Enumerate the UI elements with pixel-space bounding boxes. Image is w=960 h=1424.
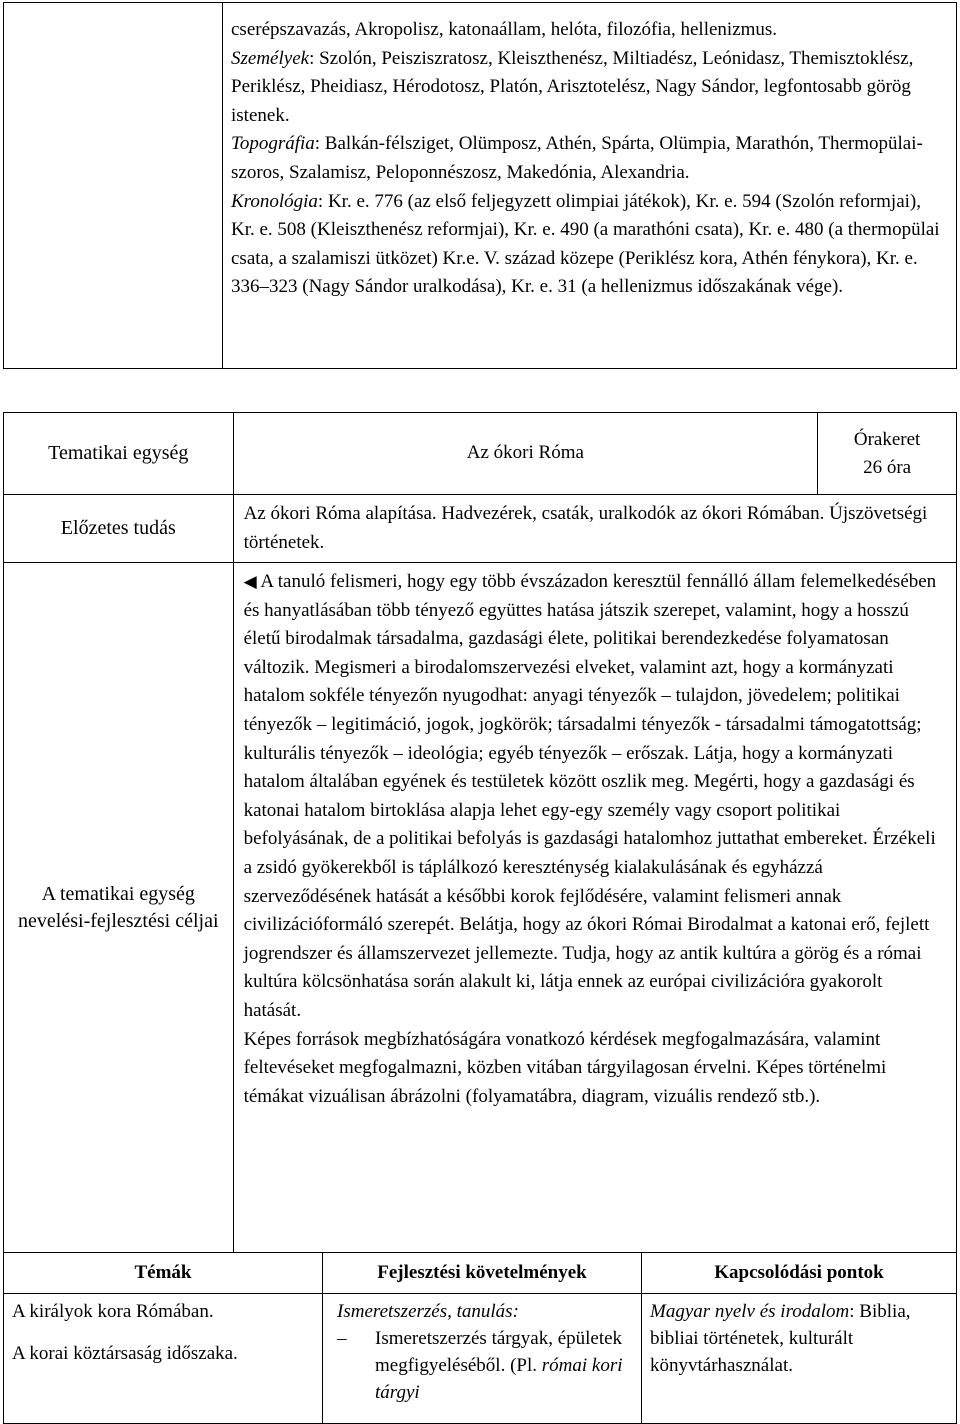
celok-text-1: A tanuló felismeri, hogy egy több évszázadon keresztül fennálló állam felemelkedésében és hanyatlásában több tényező együttes hatása játszik szerepet, valamint, hogy a hosszú életű birodalmak társadalma, gazdasági élete, politikai berendezkedése folyamatosan változik. Megismeri a birodalomszervezési elveket, valamint azt, hogy a kormányzati hatalom sokféle tényezőn nyugodhat: anyagi tényezők – tulajdon, jövedelem; politikai tényezők – legitimáció, jogok, jogkörök; társadalmi tényezők - társadalmi támogatottság; kulturális tényezők – ideológia; egyéb tényezők – erőszak. Látja, hogy a kormányzati hatalom általában egyének és testületek között oszlik meg. Megérti, hogy a gazdasági és katonai hatalom birtoklása alapja lehet egy-egy személy vagy csoport politikai befolyásának, de a politikai befolyás is gazdasági hatalomhoz juttathat embereket. Érzékeli a zsidó gyökerekből is táplálkozó kereszténység kialakulásának és egyházzá szerveződésének hatását a későbbi korok fejlődésére, valamint felismeri annak civilizációformáló szerepét. Belátja, hogy az ókori Római Birodalmat a katonai erő, fejlett jogrendszer és államszervezet jellemezte. Tudja, hogy az antik kultúra a görög és a római kultúra kölcsönhatása során alakult ki, látja ennek az európai civilizációra gyakorolt hatását. bbox=[243, 571, 937, 1021]
top-content-cell bbox=[223, 3, 957, 369]
triangle-left-icon: ◀ bbox=[243, 572, 257, 591]
szemelyek-paragraph bbox=[231, 45, 948, 131]
unit-title-text: Az ókori Róma bbox=[466, 442, 584, 464]
unit-table bbox=[3, 412, 957, 1253]
kovetelmenyek-cell bbox=[323, 1294, 642, 1424]
orakeret-value: 26 óra bbox=[863, 456, 912, 478]
tema-item-1: A királyok kora Rómában. bbox=[12, 1301, 214, 1322]
tematikai-egyseg-label: Tematikai egység bbox=[4, 413, 234, 495]
elozetes-tudas-label: Előzetes tudás bbox=[4, 495, 234, 563]
col-header-kapcsolodasi: Kapcsolódási pontok bbox=[642, 1253, 957, 1294]
kronologia-text: : Kr. e. 776 (az első feljegyzett olimpiai játékok), Kr. e. 594 (Szolón reformjai), Kr. e. 508 (Kleiszthenész reformjai), Kr. e. 490 (a marathóni csata), Kr. e. 480 (a thermopülai csata, a szalamiszi ütközet) Kr.e. V. század közepe (Periklész kora, Athén fénykora), Kr. e. 336–323 (Nagy Sándor uralkodása), Kr. e. 31 (a hellenizmus időszakának vége). bbox=[231, 190, 940, 298]
col-header-kovetelmenyek: Fejlesztési követelmények bbox=[323, 1253, 642, 1294]
unit-title bbox=[233, 413, 818, 495]
kapcs-text: : Biblia, bibliai történetek, kulturált könyvtárhasználat. bbox=[650, 1301, 911, 1376]
top-table bbox=[3, 2, 957, 369]
orakeret-cell bbox=[818, 413, 957, 495]
concepts-line: cserépszavazás, Akropolisz, katonaállam, helóta, filozófia, hellenizmus. bbox=[231, 19, 778, 40]
kov-list-item bbox=[337, 1325, 633, 1406]
kronologia-label: Kronológia bbox=[231, 190, 318, 212]
kapcs-label: Magyar nyelv és irodalom bbox=[650, 1301, 850, 1322]
topics-table bbox=[3, 1252, 957, 1424]
elozetes-tudas-content: Az ókori Róma alapítása. Hadvezérek, csaták, uralkodók az ókori Rómában. Újszövetségi történetek. bbox=[243, 503, 928, 553]
szemelyek-text: : Szolón, Peisziszratosz, Kleiszthenész, Miltiadész, Leónidasz, Themisztoklész, Periklész, Pheidiasz, Hérodotosz, Platón, Arisztotelész, Nagy Sándor, legfontosabb görög istenek. bbox=[231, 47, 914, 126]
orakeret-label: Órakeret bbox=[853, 428, 921, 450]
top-left-cell bbox=[4, 3, 223, 369]
kov-item-main: Ismeretszerzés tárgyak, épületek megfigyeléséből. (Pl. bbox=[375, 1328, 623, 1376]
dash-bullet: – bbox=[337, 1328, 347, 1349]
topografia-label: Topográfia bbox=[231, 133, 315, 155]
kronologia-paragraph bbox=[231, 188, 948, 302]
celok-paragraph-2: Képes források megbízhatóságára vonatkozó kérdések megfogalmazására, valamint feltevéseket megfogalmazni, közben vitában tárgyilagosan érvelni. Képes történelmi témákat vizuálisan ábrázolni (folyamatábra, diagram, vizuális rendező stb.). bbox=[243, 1028, 887, 1107]
kov-heading bbox=[337, 1298, 633, 1325]
col-header-temak: Témák bbox=[4, 1253, 323, 1294]
kapcsolodasi-cell bbox=[642, 1294, 957, 1424]
kov-heading-text: Ismeretszerzés, tanulás: bbox=[337, 1301, 519, 1322]
celok-content bbox=[233, 563, 956, 1253]
szemelyek-label: Személyek bbox=[231, 47, 310, 69]
kov-item-italic: római kori tárgyi bbox=[375, 1355, 623, 1403]
elozetes-tudas-text bbox=[233, 495, 956, 563]
celok-paragraph-1 bbox=[244, 568, 944, 1026]
topografia-paragraph bbox=[231, 130, 948, 187]
celok-label: A tematikai egység nevelési-fejlesztési céljai bbox=[4, 563, 234, 1253]
kov-item-text bbox=[375, 1325, 633, 1406]
temak-cell bbox=[4, 1294, 323, 1424]
tema-item-2: A korai köztársaság időszaka. bbox=[12, 1343, 238, 1364]
topografia-text: : Balkán-félsziget, Olümposz, Athén, Spárta, Olümpia, Marathón, Thermopülai-szoros, Szalamisz, Peloponnészosz, Makedónia, Alexandria. bbox=[231, 133, 923, 183]
